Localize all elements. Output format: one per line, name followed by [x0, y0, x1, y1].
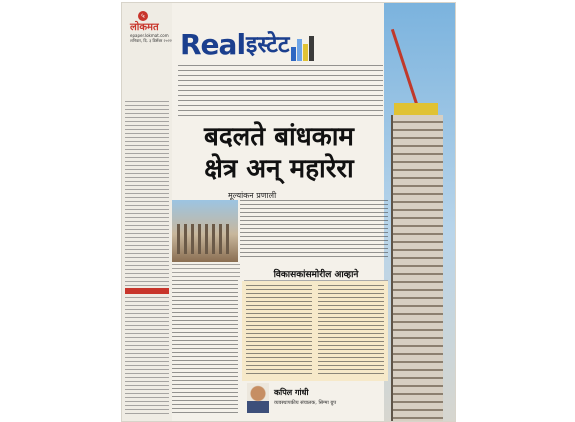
masthead-buildings-icon [291, 36, 315, 61]
headline-line-1: बदलते बांधकाम [204, 122, 354, 152]
challenges-column-2 [318, 285, 384, 377]
logo-site: epaper.lokmat.com [130, 33, 169, 38]
logo-date: शनिवार, दि. ३ डिसेंबर २०२२ [130, 38, 172, 43]
headline-line-2: क्षेत्र अन् महारेरा [204, 154, 354, 184]
photo-caption [172, 264, 240, 278]
article-body-top [240, 200, 388, 258]
box-title: विकासकांसमोरील आव्हाने [244, 267, 388, 281]
intro-paragraph [178, 65, 383, 120]
challenges-column-1 [246, 285, 312, 377]
construction-photo [172, 200, 238, 262]
left-column [122, 3, 172, 421]
logo-name: लोकमत [130, 22, 159, 33]
left-column-text [125, 101, 169, 415]
newspaper-logo [130, 11, 172, 43]
tower-photo [391, 115, 443, 421]
challenges-box [242, 281, 388, 381]
byline: मूल्यांकन प्रणाली [228, 191, 277, 200]
logo-badge: ५ [138, 11, 148, 21]
masthead-estate: इस्टेट [246, 32, 290, 58]
author-title: व्यवस्थापकीय संचालक, सिग्मा ग्रुप [274, 400, 337, 406]
author-name: कपिल गांधी [274, 388, 309, 397]
headline [170, 121, 388, 185]
section-masthead [180, 21, 315, 61]
author-photo [247, 383, 269, 413]
newspaper-page [121, 2, 456, 422]
masthead-real: Real [180, 28, 246, 61]
article-body-left [172, 280, 238, 415]
left-column-section-bar [125, 288, 169, 294]
